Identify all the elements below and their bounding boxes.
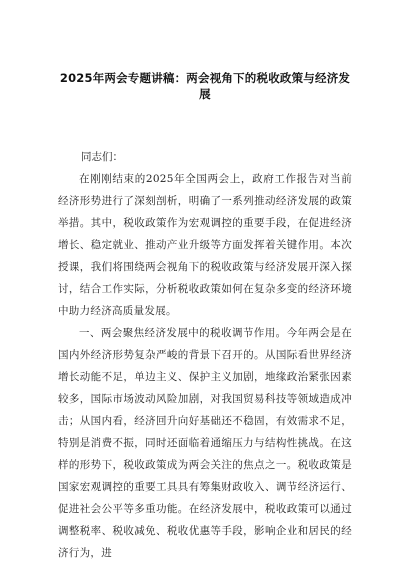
- salutation: 同志们：: [81, 151, 123, 163]
- document-title: 2025年两会专题讲稿：两会视角下的税收政策与经济发展: [59, 71, 351, 101]
- paragraph: 一、两会聚焦经济发展中的税收调节作用。今年两会是在国内外经济形势复杂严峻的背景下召开的。从国际看世界经济增长动能不足，单边主义、保护主义加剧，地缘政治紧张因素较多，国际市场波动风险加剧，对我国贸易科技等领域造成冲击；从国内看，经济回升向好基础还不稳固，有效需求不足，特别是消费不振，同时还面临着通缩压力与结构性挑战。在这样的形势下，税收政策成为两会关注的焦点之一。税收政策是国家宏观调控的重要工具具有筹集财政收入、调节经济运行、促进社会公平等多重功能。在经济发展中，税收政策可以通过调整税率、税收减免、税收优惠等手段，影响企业和居民的经济行为，进: [58, 327, 352, 559]
- paragraph: 在刚刚结束的2025年全国两会上，政府工作报告对当前经济形势进行了深刻剖析，明确了一系列推动经济发展的政策举措。其中，税收政策作为宏观调控的重要手段，在促进经济增长、稳定就业、推动产业升级等方面发挥着关键作用。本次授课，我们将围绕两会视角下的税收政策与经济发展开深入探讨，结合工作实际，分析税收政策如何在复杂多变的经济环境中助力经济高质量发展。: [58, 173, 352, 317]
